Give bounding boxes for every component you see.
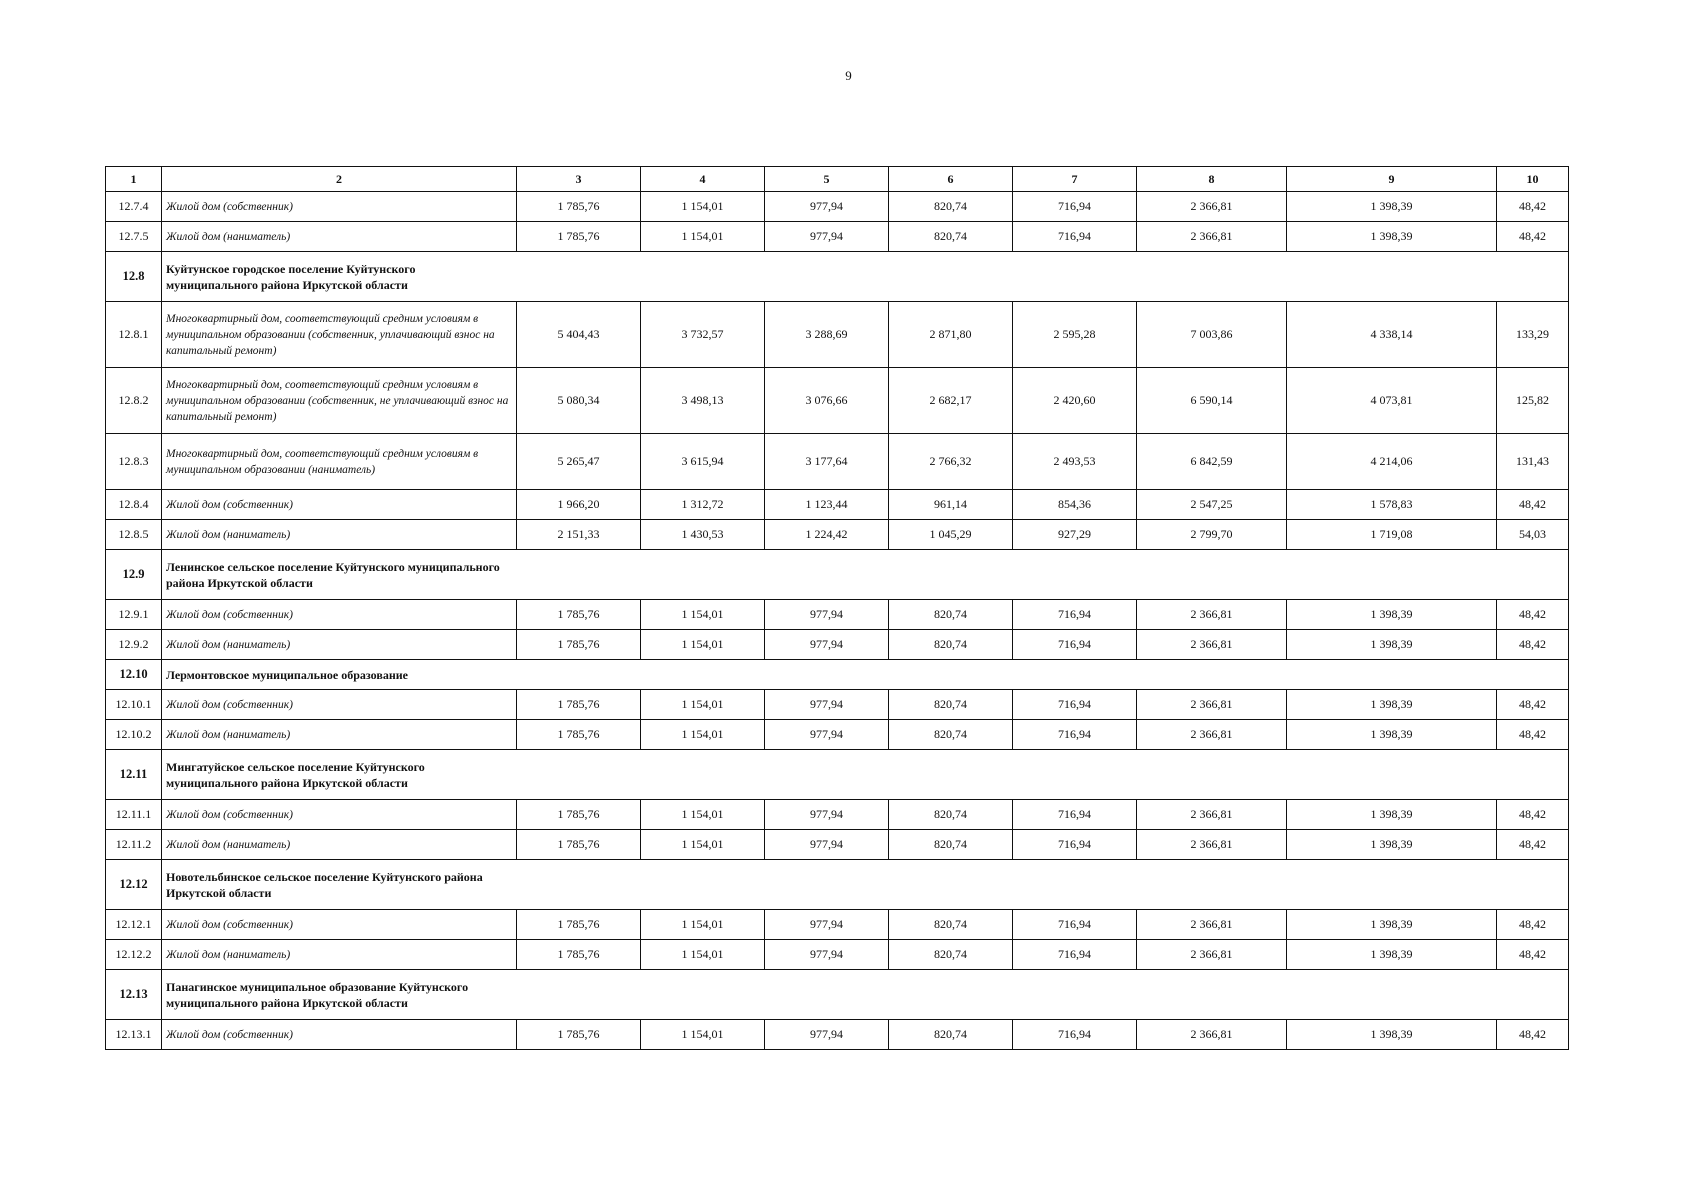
row-code: 12.10.1 bbox=[106, 690, 162, 720]
cell-value: 1 123,44 bbox=[765, 490, 889, 520]
cell-value: 2 366,81 bbox=[1137, 192, 1287, 222]
cell-value: 1 398,39 bbox=[1287, 800, 1497, 830]
col-header: 7 bbox=[1013, 167, 1137, 192]
cell-value: 2 366,81 bbox=[1137, 830, 1287, 860]
row-code: 12.11.2 bbox=[106, 830, 162, 860]
table-row bbox=[106, 910, 1569, 940]
cell-value: 1 154,01 bbox=[641, 192, 765, 222]
cell-value: 2 366,81 bbox=[1137, 1020, 1287, 1050]
header-row bbox=[106, 167, 1569, 192]
row-name: Жилой дом (собственник) bbox=[162, 910, 517, 940]
cell-value: 5 080,34 bbox=[517, 368, 641, 434]
section-code: 12.9 bbox=[106, 550, 162, 600]
section-code: 12.8 bbox=[106, 252, 162, 302]
cell-value: 1 154,01 bbox=[641, 222, 765, 252]
cell-value: 820,74 bbox=[889, 1020, 1013, 1050]
cell-value: 1 224,42 bbox=[765, 520, 889, 550]
cell-value: 820,74 bbox=[889, 630, 1013, 660]
cell-value: 977,94 bbox=[765, 720, 889, 750]
table-row bbox=[106, 940, 1569, 970]
row-name: Многоквартирный дом, соответствующий средним условиям в муниципальном образовании (собственник, уплачивающий взнос на капитальный ремонт) bbox=[162, 302, 517, 368]
row-code: 12.13.1 bbox=[106, 1020, 162, 1050]
cell-value: 2 366,81 bbox=[1137, 800, 1287, 830]
cell-value: 6 842,59 bbox=[1137, 434, 1287, 490]
section-code: 12.10 bbox=[106, 660, 162, 690]
cell-value: 1 045,29 bbox=[889, 520, 1013, 550]
table-row bbox=[106, 368, 1569, 434]
row-code: 12.8.2 bbox=[106, 368, 162, 434]
row-code: 12.9.1 bbox=[106, 600, 162, 630]
cell-value: 48,42 bbox=[1497, 720, 1569, 750]
cell-value: 716,94 bbox=[1013, 600, 1137, 630]
row-code: 12.8.4 bbox=[106, 490, 162, 520]
cell-value: 5 404,43 bbox=[517, 302, 641, 368]
cell-value: 48,42 bbox=[1497, 630, 1569, 660]
cell-value: 716,94 bbox=[1013, 940, 1137, 970]
cell-value: 1 154,01 bbox=[641, 800, 765, 830]
row-code: 12.7.4 bbox=[106, 192, 162, 222]
cell-value: 977,94 bbox=[765, 600, 889, 630]
table-row bbox=[106, 690, 1569, 720]
table-row bbox=[106, 830, 1569, 860]
cell-value: 48,42 bbox=[1497, 1020, 1569, 1050]
cell-value: 1 785,76 bbox=[517, 940, 641, 970]
row-code: 12.11.1 bbox=[106, 800, 162, 830]
cell-value: 1 312,72 bbox=[641, 490, 765, 520]
col-header: 3 bbox=[517, 167, 641, 192]
cell-value: 716,94 bbox=[1013, 690, 1137, 720]
cell-value: 6 590,14 bbox=[1137, 368, 1287, 434]
section-title bbox=[162, 550, 1569, 600]
cell-value: 3 615,94 bbox=[641, 434, 765, 490]
cell-value: 1 785,76 bbox=[517, 192, 641, 222]
cell-value: 4 214,06 bbox=[1287, 434, 1497, 490]
section-title-text: Панагинское муниципальное образование Куйтунского муниципального района Иркутской области bbox=[166, 979, 469, 1010]
cell-value: 1 398,39 bbox=[1287, 940, 1497, 970]
cell-value: 4 073,81 bbox=[1287, 368, 1497, 434]
cell-value: 1 785,76 bbox=[517, 800, 641, 830]
section-row bbox=[106, 252, 1569, 302]
cell-value: 2 595,28 bbox=[1013, 302, 1137, 368]
row-code: 12.7.5 bbox=[106, 222, 162, 252]
row-code: 12.8.1 bbox=[106, 302, 162, 368]
cell-value: 48,42 bbox=[1497, 690, 1569, 720]
cell-value: 48,42 bbox=[1497, 940, 1569, 970]
cell-value: 1 398,39 bbox=[1287, 830, 1497, 860]
section-code: 12.13 bbox=[106, 970, 162, 1020]
row-name: Жилой дом (собственник) bbox=[162, 490, 517, 520]
page-number: 9 bbox=[845, 68, 852, 83]
row-name: Жилой дом (собственник) bbox=[162, 192, 517, 222]
cell-value: 1 154,01 bbox=[641, 830, 765, 860]
table-row bbox=[106, 434, 1569, 490]
section-title bbox=[162, 970, 1569, 1020]
cell-value: 977,94 bbox=[765, 690, 889, 720]
cell-value: 2 766,32 bbox=[889, 434, 1013, 490]
cell-value: 2 366,81 bbox=[1137, 600, 1287, 630]
section-title bbox=[162, 660, 1569, 690]
cell-value: 2 682,17 bbox=[889, 368, 1013, 434]
table-row bbox=[106, 1020, 1569, 1050]
section-title-text: Ленинское сельское поселение Куйтунского муниципального района Иркутской области bbox=[166, 559, 500, 590]
col-header: 10 bbox=[1497, 167, 1569, 192]
table-row bbox=[106, 720, 1569, 750]
section-title-text: Лермонтовское муниципальное образование bbox=[166, 667, 409, 682]
row-name: Многоквартирный дом, соответствующий средним условиям в муниципальном образовании (наниматель) bbox=[162, 434, 517, 490]
section-row bbox=[106, 970, 1569, 1020]
section-title-text: Новотельбинское сельское поселение Куйтунского района Иркутской области bbox=[166, 869, 483, 900]
col-header: 8 bbox=[1137, 167, 1287, 192]
cell-value: 977,94 bbox=[765, 222, 889, 252]
cell-value: 48,42 bbox=[1497, 800, 1569, 830]
cell-value: 977,94 bbox=[765, 192, 889, 222]
table-row bbox=[106, 302, 1569, 368]
cell-value: 1 398,39 bbox=[1287, 192, 1497, 222]
row-name: Жилой дом (собственник) bbox=[162, 600, 517, 630]
cell-value: 2 366,81 bbox=[1137, 222, 1287, 252]
cell-value: 820,74 bbox=[889, 192, 1013, 222]
table-row bbox=[106, 800, 1569, 830]
row-name: Жилой дом (наниматель) bbox=[162, 940, 517, 970]
cell-value: 2 493,53 bbox=[1013, 434, 1137, 490]
cell-value: 820,74 bbox=[889, 940, 1013, 970]
cell-value: 2 366,81 bbox=[1137, 910, 1287, 940]
table-row bbox=[106, 600, 1569, 630]
cell-value: 48,42 bbox=[1497, 600, 1569, 630]
cell-value: 1 154,01 bbox=[641, 600, 765, 630]
cell-value: 131,43 bbox=[1497, 434, 1569, 490]
row-code: 12.9.2 bbox=[106, 630, 162, 660]
cell-value: 820,74 bbox=[889, 910, 1013, 940]
cell-value: 854,36 bbox=[1013, 490, 1137, 520]
row-name: Жилой дом (наниматель) bbox=[162, 222, 517, 252]
section-title-text: Куйтунское городское поселение Куйтунского муниципального района Иркутской области bbox=[166, 261, 416, 292]
col-header: 4 bbox=[641, 167, 765, 192]
cell-value: 2 366,81 bbox=[1137, 720, 1287, 750]
cell-value: 716,94 bbox=[1013, 192, 1137, 222]
cell-value: 2 420,60 bbox=[1013, 368, 1137, 434]
cell-value: 716,94 bbox=[1013, 222, 1137, 252]
cell-value: 820,74 bbox=[889, 830, 1013, 860]
cell-value: 927,29 bbox=[1013, 520, 1137, 550]
cell-value: 1 785,76 bbox=[517, 910, 641, 940]
cell-value: 1 719,08 bbox=[1287, 520, 1497, 550]
section-row bbox=[106, 860, 1569, 910]
section-row bbox=[106, 550, 1569, 600]
section-code: 12.12 bbox=[106, 860, 162, 910]
cell-value: 3 288,69 bbox=[765, 302, 889, 368]
cell-value: 48,42 bbox=[1497, 830, 1569, 860]
cell-value: 133,29 bbox=[1497, 302, 1569, 368]
cell-value: 1 398,39 bbox=[1287, 1020, 1497, 1050]
cell-value: 1 785,76 bbox=[517, 1020, 641, 1050]
cell-value: 1 398,39 bbox=[1287, 690, 1497, 720]
cell-value: 3 177,64 bbox=[765, 434, 889, 490]
row-name: Жилой дом (собственник) bbox=[162, 800, 517, 830]
cell-value: 1 154,01 bbox=[641, 720, 765, 750]
cell-value: 1 785,76 bbox=[517, 630, 641, 660]
table-row bbox=[106, 192, 1569, 222]
row-name: Жилой дом (наниматель) bbox=[162, 830, 517, 860]
section-title-text: Мингатуйское сельское поселение Куйтунского муниципального района Иркутской области bbox=[166, 759, 425, 790]
cell-value: 820,74 bbox=[889, 222, 1013, 252]
cell-value: 5 265,47 bbox=[517, 434, 641, 490]
col-header: 6 bbox=[889, 167, 1013, 192]
row-name: Жилой дом (наниматель) bbox=[162, 720, 517, 750]
cell-value: 1 398,39 bbox=[1287, 222, 1497, 252]
cell-value: 54,03 bbox=[1497, 520, 1569, 550]
cell-value: 1 398,39 bbox=[1287, 630, 1497, 660]
table-row bbox=[106, 222, 1569, 252]
cell-value: 1 154,01 bbox=[641, 630, 765, 660]
cell-value: 977,94 bbox=[765, 940, 889, 970]
cell-value: 48,42 bbox=[1497, 222, 1569, 252]
cell-value: 820,74 bbox=[889, 720, 1013, 750]
cell-value: 1 785,76 bbox=[517, 830, 641, 860]
cell-value: 48,42 bbox=[1497, 490, 1569, 520]
cell-value: 716,94 bbox=[1013, 1020, 1137, 1050]
cell-value: 2 871,80 bbox=[889, 302, 1013, 368]
row-code: 12.8.5 bbox=[106, 520, 162, 550]
table-row bbox=[106, 520, 1569, 550]
row-code: 12.8.3 bbox=[106, 434, 162, 490]
cell-value: 977,94 bbox=[765, 800, 889, 830]
cell-value: 1 398,39 bbox=[1287, 910, 1497, 940]
cell-value: 1 154,01 bbox=[641, 1020, 765, 1050]
section-row bbox=[106, 750, 1569, 800]
cell-value: 1 966,20 bbox=[517, 490, 641, 520]
col-header: 1 bbox=[106, 167, 162, 192]
row-code: 12.10.2 bbox=[106, 720, 162, 750]
cell-value: 48,42 bbox=[1497, 910, 1569, 940]
section-code: 12.11 bbox=[106, 750, 162, 800]
row-code: 12.12.1 bbox=[106, 910, 162, 940]
cell-value: 716,94 bbox=[1013, 630, 1137, 660]
cell-value: 820,74 bbox=[889, 690, 1013, 720]
cell-value: 716,94 bbox=[1013, 910, 1137, 940]
cell-value: 3 498,13 bbox=[641, 368, 765, 434]
table-row bbox=[106, 490, 1569, 520]
row-name: Жилой дом (наниматель) bbox=[162, 630, 517, 660]
cell-value: 716,94 bbox=[1013, 800, 1137, 830]
cell-value: 2 366,81 bbox=[1137, 690, 1287, 720]
cell-value: 820,74 bbox=[889, 600, 1013, 630]
cell-value: 1 154,01 bbox=[641, 940, 765, 970]
section-row bbox=[106, 660, 1569, 690]
row-name: Жилой дом (собственник) bbox=[162, 1020, 517, 1050]
cell-value: 2 547,25 bbox=[1137, 490, 1287, 520]
cell-value: 7 003,86 bbox=[1137, 302, 1287, 368]
row-name: Жилой дом (собственник) bbox=[162, 690, 517, 720]
col-header: 2 bbox=[162, 167, 517, 192]
cell-value: 977,94 bbox=[765, 630, 889, 660]
tariff-table bbox=[105, 166, 1569, 1050]
cell-value: 961,14 bbox=[889, 490, 1013, 520]
cell-value: 125,82 bbox=[1497, 368, 1569, 434]
cell-value: 2 366,81 bbox=[1137, 630, 1287, 660]
cell-value: 1 398,39 bbox=[1287, 600, 1497, 630]
cell-value: 1 785,76 bbox=[517, 600, 641, 630]
row-name: Многоквартирный дом, соответствующий средним условиям в муниципальном образовании (собственник, не уплачивающий взнос на капитальный ремонт) bbox=[162, 368, 517, 434]
row-name: Жилой дом (наниматель) bbox=[162, 520, 517, 550]
cell-value: 3 732,57 bbox=[641, 302, 765, 368]
table-row bbox=[106, 630, 1569, 660]
col-header: 9 bbox=[1287, 167, 1497, 192]
cell-value: 48,42 bbox=[1497, 192, 1569, 222]
cell-value: 1 578,83 bbox=[1287, 490, 1497, 520]
row-code: 12.12.2 bbox=[106, 940, 162, 970]
cell-value: 2 366,81 bbox=[1137, 940, 1287, 970]
cell-value: 2 151,33 bbox=[517, 520, 641, 550]
cell-value: 1 398,39 bbox=[1287, 720, 1497, 750]
col-header: 5 bbox=[765, 167, 889, 192]
cell-value: 1 154,01 bbox=[641, 690, 765, 720]
cell-value: 977,94 bbox=[765, 1020, 889, 1050]
table-body bbox=[106, 192, 1569, 1050]
cell-value: 4 338,14 bbox=[1287, 302, 1497, 368]
cell-value: 716,94 bbox=[1013, 720, 1137, 750]
cell-value: 1 785,76 bbox=[517, 222, 641, 252]
cell-value: 1 154,01 bbox=[641, 910, 765, 940]
cell-value: 716,94 bbox=[1013, 830, 1137, 860]
cell-value: 820,74 bbox=[889, 800, 1013, 830]
section-title bbox=[162, 860, 1569, 910]
cell-value: 3 076,66 bbox=[765, 368, 889, 434]
cell-value: 1 430,53 bbox=[641, 520, 765, 550]
cell-value: 977,94 bbox=[765, 830, 889, 860]
cell-value: 1 785,76 bbox=[517, 720, 641, 750]
section-title bbox=[162, 750, 1569, 800]
cell-value: 977,94 bbox=[765, 910, 889, 940]
cell-value: 1 785,76 bbox=[517, 690, 641, 720]
section-title bbox=[162, 252, 1569, 302]
cell-value: 2 799,70 bbox=[1137, 520, 1287, 550]
